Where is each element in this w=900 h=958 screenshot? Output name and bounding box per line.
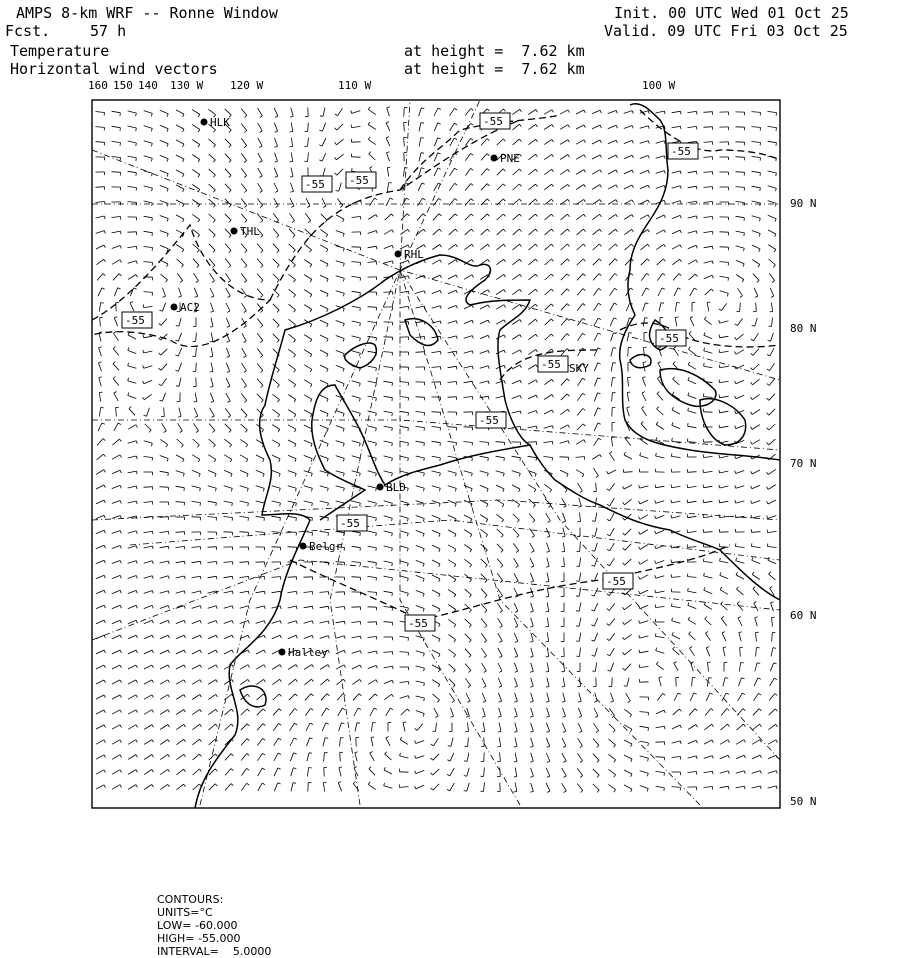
station-label: BLD [386,481,406,494]
station-label: Belgr [309,540,342,553]
lon-tick-label: 140 [138,79,158,92]
station-label: RHL [404,248,424,261]
map-frame [92,100,780,808]
svg-text:-55: -55 [541,358,561,371]
lat-tick-label: 60 N [790,609,817,622]
contour-label [405,615,435,631]
svg-text:-55: -55 [606,575,626,588]
station-marker [231,225,261,238]
station-label: PNE [500,152,520,165]
svg-text:-55: -55 [340,517,360,530]
forecast-label: Fcst. [5,22,50,40]
high-value: HIGH= -55.000 [157,932,240,945]
contour-label [302,176,332,192]
interval-value: INTERVAL= 5.0000 [157,945,271,958]
contour-label [346,172,376,188]
svg-text:-55: -55 [479,414,499,427]
station-markers [171,116,590,659]
svg-text:-55: -55 [659,332,679,345]
lat-tick-label: 80 N [790,322,817,335]
contour-label [656,330,686,346]
contour-label [122,312,152,328]
field-temperature: Temperature [10,42,109,60]
lon-tick-label: 100 W [642,79,675,92]
svg-text:-55: -55 [671,145,691,158]
lon-tick-label: 160 [88,79,108,92]
contour-label [603,573,633,589]
svg-text:-55: -55 [349,174,369,187]
height-wind: at height = 7.62 km [404,60,585,78]
station-marker [279,646,329,659]
lat-tick-label: 50 N [790,795,817,808]
lat-tick-label: 70 N [790,457,817,470]
low-value: LOW= -60.000 [157,919,237,932]
field-wind: Horizontal wind vectors [10,60,218,78]
station-label: AC2 [180,301,200,314]
contour-labels [122,113,698,631]
station-marker [491,152,520,165]
lon-tick-label: 130 W [170,79,203,92]
station-marker [171,301,200,314]
coastlines [195,104,780,808]
lon-tick-label: 150 [113,79,133,92]
contour-label [337,515,367,531]
height-temperature: at height = 7.62 km [404,42,585,60]
forecast-hour: 57 h [90,22,126,40]
units-value: UNITS=°C [157,906,213,919]
station-label: Halley [288,646,328,659]
lat-tick-label: 90 N [790,197,817,210]
contour-label [668,143,698,159]
station-marker [300,540,343,553]
station-label: THL [240,225,260,238]
station-marker [201,116,231,129]
contours-label: CONTOURS: [157,893,223,906]
svg-text:-55: -55 [125,314,145,327]
contour-legend [150,880,277,958]
svg-text:-55: -55 [305,178,325,191]
init-time: Init. 00 UTC Wed 01 Oct 25 [614,4,849,22]
lon-tick-label: 110 W [338,79,371,92]
map-title: AMPS 8-km WRF -- Ronne Window [16,4,278,22]
station-label: HLK [210,116,230,129]
contour-label [480,113,510,129]
graticule [92,100,780,805]
station-marker [377,481,406,494]
wind-vector-field [96,107,778,793]
svg-text:-55: -55 [483,115,503,128]
valid-time: Valid. 09 UTC Fri 03 Oct 25 [604,22,848,40]
contour-label [476,412,506,428]
lon-tick-label: 120 W [230,79,263,92]
station-label: SKY [569,362,589,375]
contour-label [538,356,568,372]
svg-text:-55: -55 [408,617,428,630]
station-marker [395,248,425,261]
